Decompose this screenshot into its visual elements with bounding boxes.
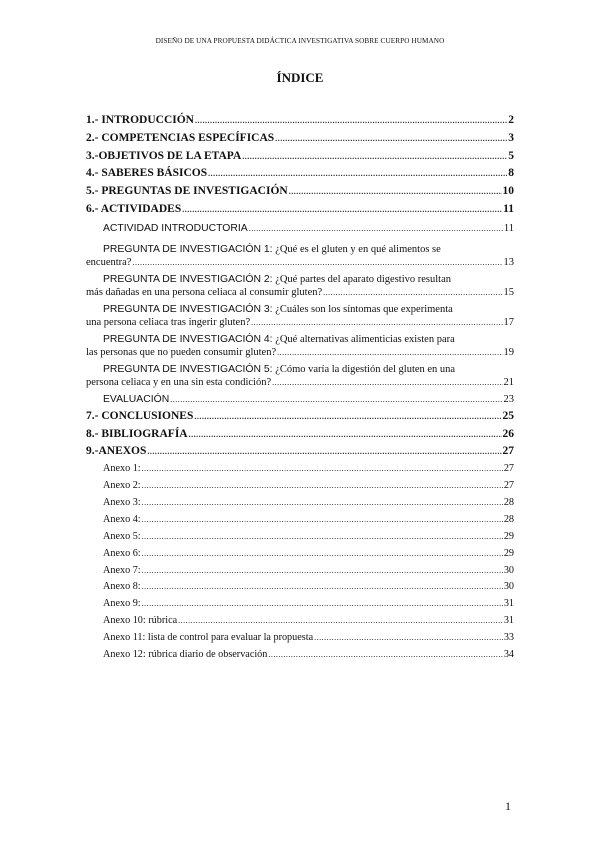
toc-page: 21 bbox=[503, 376, 514, 388]
toc-page: 29 bbox=[503, 530, 514, 542]
toc-entry-anexo-9[interactable] bbox=[86, 596, 514, 613]
toc-label-cont: una persona celiaca tras ingerir gluten? bbox=[86, 316, 251, 328]
page-title: ÍNDICE bbox=[276, 70, 324, 85]
toc-label-prefix: PREGUNTA DE INVESTIGACIÓN 3: bbox=[103, 303, 273, 315]
toc-leader bbox=[142, 512, 503, 529]
toc-label: Anexo 2: bbox=[103, 480, 141, 492]
toc-leader bbox=[142, 546, 503, 563]
toc-page: 23 bbox=[503, 393, 514, 405]
toc-page: 29 bbox=[503, 547, 514, 559]
toc-leader bbox=[272, 376, 502, 389]
toc-leader bbox=[275, 130, 507, 148]
toc-entry-pregunta-3[interactable] bbox=[86, 303, 514, 329]
toc-entry-anexo-7[interactable] bbox=[86, 563, 514, 580]
toc-leader bbox=[189, 426, 502, 444]
toc-page: 10 bbox=[502, 185, 514, 198]
toc-entry-preguntas[interactable] bbox=[86, 183, 514, 201]
toc-label: ¿Cuáles son los síntomas que experimenta bbox=[272, 303, 453, 315]
page-number: 1 bbox=[505, 799, 511, 813]
toc-label: Anexo 1: bbox=[103, 463, 141, 475]
toc-label: 2.- COMPETENCIAS ESPECÍFICAS bbox=[86, 131, 275, 144]
toc-leader bbox=[289, 183, 502, 201]
toc-page: 8 bbox=[508, 167, 514, 180]
toc-label: 9.-ANEXOS bbox=[86, 445, 147, 458]
toc-leader bbox=[249, 219, 503, 239]
toc-page: 31 bbox=[503, 598, 514, 610]
toc-page: 34 bbox=[503, 648, 514, 660]
toc-leader bbox=[242, 148, 507, 166]
toc-leader bbox=[182, 201, 502, 219]
toc-entry-actividad-introductoria[interactable] bbox=[86, 219, 514, 239]
toc-label-prefix: PREGUNTA DE INVESTIGACIÓN 5: bbox=[103, 363, 273, 375]
toc-page: 33 bbox=[503, 632, 514, 644]
toc-leader bbox=[147, 443, 501, 461]
toc-leader bbox=[178, 613, 503, 630]
toc-label: 1.- INTRODUCCIÓN bbox=[86, 114, 194, 126]
table-of-contents bbox=[86, 112, 514, 664]
toc-leader bbox=[170, 392, 502, 408]
toc-entry-anexo-11[interactable] bbox=[86, 630, 514, 647]
toc-page: 11 bbox=[503, 222, 514, 234]
toc-entry-pregunta-5[interactable] bbox=[86, 363, 514, 389]
toc-label: Anexo 8: bbox=[103, 581, 141, 593]
toc-page: 3 bbox=[508, 131, 514, 144]
toc-page: 19 bbox=[503, 346, 514, 358]
toc-entry-pregunta-4[interactable] bbox=[86, 333, 514, 359]
toc-label: ¿Qué es el gluten y en qué alimentos se bbox=[272, 243, 441, 255]
toc-label: EVALUACIÓN bbox=[103, 393, 170, 405]
toc-page: 27 bbox=[503, 480, 514, 492]
toc-label: Anexo 7: bbox=[103, 564, 141, 576]
toc-label: 6.- ACTIVIDADES bbox=[86, 202, 182, 215]
toc-entry-competencias[interactable] bbox=[86, 130, 514, 148]
toc-label-cont: las personas que no pueden consumir gluten? bbox=[86, 346, 277, 358]
toc-entry-evaluacion[interactable] bbox=[86, 392, 514, 408]
toc-entry-anexo-3[interactable] bbox=[86, 495, 514, 512]
toc-leader bbox=[142, 461, 503, 478]
toc-page: 31 bbox=[503, 615, 514, 627]
toc-page: 11 bbox=[503, 202, 514, 215]
toc-label: Anexo 12: rúbrica diario de observación bbox=[103, 648, 268, 660]
toc-leader bbox=[132, 256, 502, 269]
toc-page: 26 bbox=[502, 427, 514, 440]
toc-entry-pregunta-2[interactable] bbox=[86, 273, 514, 299]
toc-entry-anexo-6[interactable] bbox=[86, 546, 514, 563]
toc-entry-introduccion[interactable] bbox=[86, 112, 514, 130]
toc-leader bbox=[142, 579, 503, 596]
toc-page: 30 bbox=[503, 564, 514, 576]
toc-entry-actividades[interactable] bbox=[86, 201, 514, 219]
toc-leader bbox=[142, 596, 503, 613]
toc-label: 7.- CONCLUSIONES bbox=[86, 409, 194, 422]
toc-label-cont: persona celiaca y en una sin esta condición? bbox=[86, 376, 272, 388]
toc-leader bbox=[277, 346, 502, 359]
toc-leader bbox=[314, 630, 503, 647]
toc-leader bbox=[142, 495, 503, 512]
toc-entry-anexo-1[interactable] bbox=[86, 461, 514, 478]
toc-label: Anexo 4: bbox=[103, 513, 141, 525]
toc-entry-anexo-8[interactable] bbox=[86, 579, 514, 596]
toc-leader bbox=[195, 112, 507, 130]
toc-label-prefix: PREGUNTA DE INVESTIGACIÓN 2: bbox=[103, 273, 273, 285]
toc-label: ¿Cómo varía la digestión del gluten en una bbox=[272, 363, 456, 375]
toc-page: 30 bbox=[503, 581, 514, 593]
toc-label: ACTIVIDAD INTRODUCTORIA bbox=[103, 222, 248, 234]
toc-label: Anexo 11: lista de control para evaluar la propuesta bbox=[103, 632, 314, 644]
toc-entry-anexo-5[interactable] bbox=[86, 529, 514, 546]
toc-label: Anexo 9: bbox=[103, 598, 141, 610]
toc-entry-saberes[interactable] bbox=[86, 165, 514, 183]
toc-label: 4.- SABERES BÁSICOS bbox=[86, 167, 208, 180]
toc-leader bbox=[208, 165, 507, 183]
toc-label-prefix: PREGUNTA DE INVESTIGACIÓN 1: bbox=[103, 243, 273, 255]
toc-leader bbox=[142, 478, 503, 495]
toc-entry-anexo-10[interactable] bbox=[86, 613, 514, 630]
toc-leader bbox=[142, 529, 503, 546]
toc-label: ¿Qué alternativas alimenticias existen para bbox=[272, 333, 455, 345]
toc-label: ¿Qué partes del aparato digestivo resultan bbox=[272, 273, 451, 285]
toc-page: 13 bbox=[503, 256, 514, 268]
toc-leader bbox=[323, 286, 502, 299]
toc-entry-pregunta-1[interactable] bbox=[86, 243, 514, 269]
toc-page: 15 bbox=[503, 286, 514, 298]
running-header: DISEÑO DE UNA PROPUESTA DIDÁCTICA INVESTIGATIVA SOBRE CUERPO HUMANO bbox=[155, 37, 445, 45]
toc-label-cont: encuentra? bbox=[86, 256, 132, 268]
toc-entry-bibliografia[interactable] bbox=[86, 426, 514, 444]
toc-label: 3.-OBJETIVOS DE LA ETAPA bbox=[86, 149, 242, 162]
toc-label: Anexo 10: rúbrica bbox=[103, 615, 178, 627]
toc-label-prefix: PREGUNTA DE INVESTIGACIÓN 4: bbox=[103, 333, 273, 345]
toc-leader bbox=[268, 647, 502, 664]
toc-page: 5 bbox=[508, 149, 514, 162]
toc-leader bbox=[251, 316, 502, 329]
toc-page: 27 bbox=[503, 463, 514, 475]
toc-leader bbox=[194, 408, 501, 426]
toc-label: Anexo 5: bbox=[103, 530, 141, 542]
toc-entry-anexo-12[interactable] bbox=[86, 647, 514, 664]
toc-page: 2 bbox=[508, 114, 514, 126]
toc-entry-anexo-4[interactable] bbox=[86, 512, 514, 529]
toc-entry-objetivos[interactable] bbox=[86, 148, 514, 166]
toc-page: 28 bbox=[503, 513, 514, 525]
toc-page: 28 bbox=[503, 496, 514, 508]
toc-page: 17 bbox=[503, 316, 514, 328]
toc-page: 25 bbox=[502, 409, 514, 422]
toc-label-cont: más dañadas en una persona celiaca al consumir gluten? bbox=[86, 286, 323, 298]
toc-label: Anexo 3: bbox=[103, 496, 141, 508]
toc-entry-anexos[interactable] bbox=[86, 443, 514, 461]
toc-page: 27 bbox=[502, 445, 514, 458]
toc-entry-conclusiones[interactable] bbox=[86, 408, 514, 426]
toc-entry-anexo-2[interactable] bbox=[86, 478, 514, 495]
toc-label: 8.- BIBLIOGRAFÍA bbox=[86, 427, 188, 440]
toc-label: 5.- PREGUNTAS DE INVESTIGACIÓN bbox=[86, 185, 288, 198]
toc-leader bbox=[142, 563, 503, 580]
toc-label: Anexo 6: bbox=[103, 547, 141, 559]
